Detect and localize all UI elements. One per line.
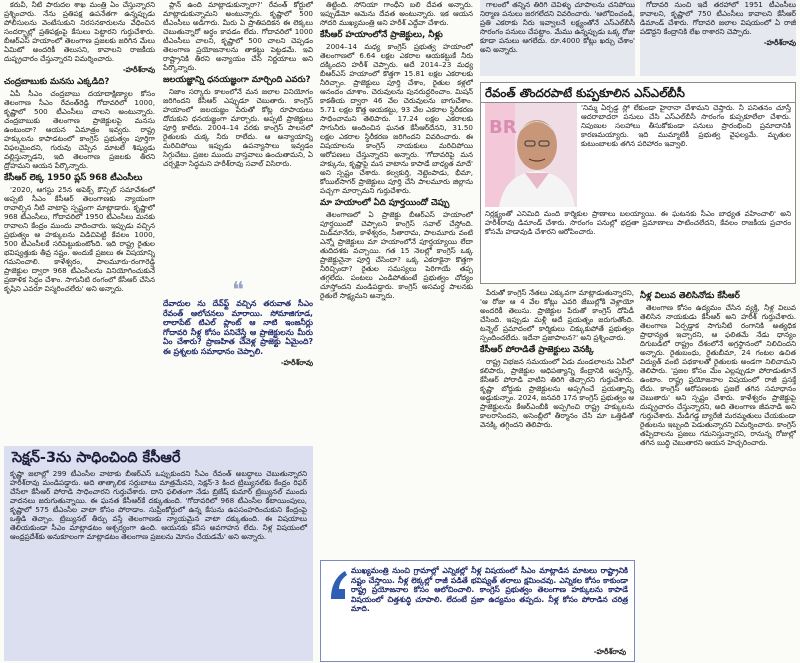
svg-text:BR: BR	[489, 117, 517, 138]
paragraph: రాష్ట్ర విభజన సమయంలో ఏడు మండలాలను ఏపీలో కలిపారు, ప్రాజెక్టుల ఆధిపత్యాన్ని కేంద్రానికి అప్పగిస్తే, కేసీఆర్ పోరాడి వాటిని తిరిగి తెచ్చారని గుర్తుచేశారు. కృష్ణా బోర్డుకు ప్రాజెక్టులను అప్పగించే ప్రయత్నాన్ని అడ్డుకున్నాం. 2024, జనవరి 17న కాంగ్రెస్ ప్రభుత్వం ఆ ప్రాజెక్టులను కేఆర్ఎంబీకి అప్పగించి రాష్ట్ర హక్కులను కాలరాసిందని, అసెంబ్లీలో తీర్మానం చేసి మా ఒత్తిడితో వెనక్కి తగ్గిందని తెలిపారు.	[480, 356, 634, 430]
paragraph: ప్లాన్ ఉంది మాట్లాడుకున్నారా?' రేవంత్‌ కోర్టులో మాట్లాడుకున్నామని అంటున్నారు. కృష్ణాలో 500 టీఎంసీలు అడిగారు. మీరు ఏ ప్రాతిపదికన ఈ లెక్కలు చెబుతున్నారో అర్థం కావడం లేదు. గోదావరిలో 1000 టీఎంసీలు చాలని, కృష్ణాలో 500 చాలని చెప్పడం తెలంగాణ ప్రయోజనాలను తాకట్టు పెట్టడమే. ఇవి రాష్ట్రానికి తీరని అన్యాయం చేసే నిర్ణయాలు అని పేర్కొన్నారు.	[163, 0, 313, 73]
bottom-quote-text: ముఖ్యమంత్రి నుంచి గ్రామాల్లో ఎన్నికల్లో నీళ్ల విషయంలో సీఎం మాట్లాడిన మాటలు రాష్ట్రానికి నష్టం చేస్తాయి. నీళ్ల లెక్కల్లో రాజీ పడితే భవిష్యత్ తరాలు క్షమించవు. ఎన్నికల కోసం కాకుండా రాష్ట్ర ప్రయోజనాల కోసం ఆలోచించాలి. కాంగ్రెస్ ప్రభుత్వం తెలంగాణ హక్కులను కాపాడే విషయంలో చిత్తశుద్ధి చూపాలి. లేదంటే ప్రజా ఉద్యమం తప్పదు. నీళ్ల కోసం పోరాడిన చరిత్ర మాది.	[351, 566, 628, 614]
subheading: చంద్రబాబుకు మనసు ఎక్కడిది?	[4, 77, 110, 88]
column-3	[320, 0, 473, 555]
subheading: కేసీఆర్ పోరాడితే ప్రాజెక్టులు వెనక్కి	[480, 345, 594, 356]
quote-mark-icon: ❝	[232, 278, 244, 303]
paragraph: తెలంగాణలో ఏ ప్రాజెక్టు బీఆర్ఎస్ హయాంలో పూర్తయిందో చెప్పాలని కాంగ్రెస్ సవాల్ చేస్తోంది. మిడ్‌మానేరు, కాళేశ్వరం, సీతారామ, పాలమూరు వంటి ఎన్నో ప్రాజెక్టులు మా హయాంలోనే పూర్తయ్యాయి లేదా తుదిదశకు వచ్చాయి. గత 15 నెలల్లో కాంగ్రెస్ ఒక్క ప్రాజెక్టునైనా పూర్తి చేసిందా? ఒక్క ఎకరాకైనా కొత్తగా నీరిచ్చిందా? రైతుల సమస్యలు పెరిగాయే తప్ప తగ్గలేదు. పంటలు ఎండిపోతుంటే ప్రభుత్వం చోద్యం చూస్తోందని మండిపడ్డారు. కాంగ్రెస్ అసమర్థ పాలనకు రైతులే సాక్ష్యమని అన్నారు.	[320, 209, 473, 301]
column-4-top	[480, 0, 635, 76]
paragraph: గోదావరి నుంచి ఇదే తరహాలో 1951 టీఎంసీలు కావాలని, కృష్ణాలో 750 టీఎంసీలు కావాలని కేసీఆర్ డిమాండ్ చేశారు. గోదావరి జలాల విషయంలో ఏ రాజీ పడొద్దని కేంద్రానికి లేఖ రాశారని చెప్పారు.	[640, 0, 796, 37]
leader-photo	[485, 103, 577, 207]
paragraph: పేరుతో కాంగ్రెస్ నేతలు ఎక్కువగా మాట్లాడుతున్నారని, 'ఆ రోజు ఆ 4 వేల కోట్లు ఎవరి జేబుల్లోకి వెళ్లాయో అందరికీ తెలుసు. ప్రాజెక్టుల పేరుతో కాంగ్రెస్ దోపిడీ చేసింది. ఇప్పుడు మళ్లీ అదే ప్రయత్నం జరుగుతోంది. టన్నెల్ ప్రమాదంలో కార్మికులు చిక్కుకుపోతే ప్రభుత్వం స్పందించలేదు. ఇదేనా ప్రజాపాలన?' అని ప్రశ్నించారు.	[480, 288, 634, 343]
paragraph: కరువీ, నీటి పారుదల శాఖ మంత్రి ఏం చేస్తున్నారని ప్రశ్నించారు. నేను ప్రతిపక్ష ఉపనేతగా ఉన్నప్పుడు పోలీసులను వెంటేసుకుని నిరసనకారులను వేధించిన సందర్భాల్లో ప్రతిపక్షంపై కేసులు పెట్టారని గుర్తుచేశారు. బీఆర్ఎస్ హయాంలో తెలంగాణ ప్రజలకు జరిగిన మేలు ఏమిటో అందరికీ తెలుసని, కావాలని రాజకీయ దుష్ప్రచారం చేస్తున్నారని విమర్శించారు.	[4, 0, 155, 64]
column-5-bottom	[640, 288, 796, 660]
pull-quote-signature: -హరీశ్‌రావు	[280, 357, 313, 367]
subheading: నీళ్ల విలువ తెలిసినోడు కేసీఆర్	[640, 291, 740, 301]
slbc-article-box	[480, 82, 796, 284]
section3-banner-title: సెక్షన్‌-3ను సాధించింది కేసీఆరే	[12, 450, 181, 466]
byline-signature: -హరీశ్‌రావు	[122, 65, 155, 75]
column-1	[4, 0, 155, 440]
column-5-top	[640, 0, 796, 76]
column-2	[163, 0, 313, 280]
slbc-article-text-bottom: నిర్లక్ష్యంతో ఎనిమిది మంది కార్మికుల ప్రాణాలు బలయ్యాయి. ఈ ఘటనకు సీఎం బాధ్యత వహించాలి' అని హరీశ్‌రావు డిమాండ్ చేశారు. సొరంగం పనుల్లో భద్రతా ప్రమాణాలు పాటించలేదని, కేవలం రాజకీయ ప్రచారం కోసమే హడావుడి చేశారని ఆరోపించారు.	[485, 209, 791, 237]
paragraph: 2004–14 మధ్య కాంగ్రెస్ ప్రభుత్వ హయాంలో తెలంగాణలో 6.64 లక్షల ఎకరాల ఆయకట్టుకే నీరు దక్కిందని హరీశ్ చెప్పారు. అదే 2014–23 మధ్య బీఆర్ఎస్ హయాంలో కొత్తగా 15.81 లక్షల ఎకరాలకు నీరిచ్చాం. ప్రాజెక్టులు పూర్తి చేశాం, రైతుల కళ్లలో ఆనందం చూశాం. చెరువులను పునరుద్ధరించాం. మిషన్ కాకతీయ ద్వారా 46 వేల చెరువులను బాగుచేశాం. 5.71 లక్షల కొత్త ఆయకట్టు, 93 వేల ఎకరాల స్థిరీకరణ సాధించామని తెలిపారు. 17.24 లక్షల ఎకరాలకు సాగునీరు అందించిన ఘనత కేసీఆర్‌దేనని, 31.50 లక్షల ఎకరాల స్థిరీకరణ జరిగిందని వివరించారు. ఈ విషయాలను కాంగ్రెస్ నాయకులు మరిచిపోయి ఆరోపణలు చేస్తున్నారని అన్నారు. 'గోదావరిపై మన హక్కును, కృష్ణాపై మన వాటాను కాపాడే బాధ్యత మాదే' అని స్పష్టం చేశారు. కల్వకుర్తి, నెట్టెంపాడు, భీమా, కోయిల్‌సాగర్ ప్రాజెక్టులు పూర్తి చేసి పాలమూరు జిల్లాను పచ్చగా మార్చామని గుర్తుచేశారు.	[320, 41, 473, 196]
paragraph: నిజాం సర్కారు కాలంలోనే మన జలాల వినియోగం జరిగిందని కేసీఆర్ ఎప్పుడూ చెబుతారు. కాంగ్రెస్ హయాంలో జలయజ్ఞం పేరుతో కోట్ల రూపాయలు దోచుకుని ధనయజ్ఞంగా మార్చారు. అప్పటి ప్రాజెక్టులు పూర్తి కాలేదు. 2004–14 వరకు కాంగ్రెస్ పాలనలో రైతులకు చుక్క నీరు రాలేదు. ఆ అన్యాయాన్ని మరిచిపోయి ఇప్పుడు ఉపన్యాసాలు ఇవ్వడం సిగ్గుచేటు. ప్రజల ముందు వాస్తవాలు ఉంచుతామని, ఏ చర్చకైనా సిద్ధమని హరీశ్‌రావు సవాల్ విసిరారు.	[163, 86, 313, 169]
subheading: కేసీఆర్ హయాంలోనే ప్రాజెక్టులు, నీళ్లు	[320, 30, 443, 41]
byline-signature: -హరీశ్‌రావు	[763, 38, 796, 48]
section3-banner	[4, 446, 313, 661]
column-4-bottom	[480, 288, 634, 550]
section3-banner-body: కృష్ణా జలాల్లో 299 టీఎంసీల వాటాకు బీఆర్ఎస్ ఒప్పుకుందని సీఎం రేవంత్ అబద్ధాలు చెబుతున్నారని హరీశ్‌రావు మండిపడ్డారు. అది తాత్కాలిక సర్దుబాటు మాత్రమేనని, సెక్షన్-3 కింద ట్రిబ్యునల్‌కు కేంద్రం రిఫర్ చేసేలా కేసీఆర్ పోరాడి సాధించారని గుర్తుచేశారు. దాని ఫలితంగా నేడు బ్రిజేష్ కుమార్ ట్రిబ్యునల్ ముందు వాదనలు జరుగుతున్నాయి. ఈ ఘనత కేసీఆర్‌కే దక్కుతుంది. 'గోదావరిలో 968 టీఎంసీల కేటాయింపులు, కృష్ణాలో 575 టీఎంసీల వాటా కోసం పోరాడాం. సుప్రీంకోర్టులో ఉన్న కేసును ఉపసంహరించుకుని కేంద్రంపై ఒత్తిడి తెచ్చాం. ట్రిబ్యునల్ తీర్పు వస్తే తెలంగాణకు న్యాయమైన వాటా దక్కుతుంది. ఈ విషయాలు తెలియకుండా సీఎం మాట్లాడటం ఆశ్చర్యంగా ఉంది. ఆయనకు కనీస అవగాహన లేదు. నీళ్ల విషయంలో ఆంధ్రప్రదేశ్‌కు అనుకూలంగా మాట్లాడటం తెలంగాణ ప్రజలను మోసం చేయడమే' అని అన్నారు.	[10, 469, 307, 542]
paragraph: ఏపీ సీఎం చంద్రబాబు దయాదాక్షిణ్యాల కోసం తెలంగాణ సీఎం రేవంత్‌రెడ్డి గోదావరిలో 1000, కృష్ణాలో 500 టీఎంసీలు చాలని అంటున్నారు. చంద్రబాబుకు తెలంగాణ ప్రాజెక్టులపై మనసు ఉంటుందా? ఆయన ఏమాత్రం ఇవ్వరు. రాష్ట్ర హక్కులను కాపాడటంలో కాంగ్రెస్ ప్రభుత్వం పూర్తిగా విఫలమైందని, గురువు చెప్పిన మాటలే శిష్యుడు వల్లిస్తున్నాడని, ఇది తెలంగాణ ప్రజలకు తీరని ద్రోహమని ఆయన పేర్కొన్నారు.	[4, 88, 155, 171]
paragraph: గాలంలో తన్నిన తిరిగి చెవిళ్ళు చూపాలను చనిపోయి నిర్మాణ పనులు జరగలేదని వివరించారు. 'ఆలోచించండి, ప్రతి ఎకరాకు నీరు ఇవ్వాలనే లక్ష్యంతోనే ఎస్ఎల్‌బీసీ సొరంగం పనులు చేపట్టాం. మేము ఉన్నప్పుడు ఒక్క రోజు కూడా పనులు ఆగలేదు. రూ.4000 కోట్లు ఖర్చు చేశాం' అని అన్నారు.	[480, 0, 635, 55]
bottom-quote-signature: -హరీశ్‌రావు	[593, 647, 626, 656]
paragraph: '2020, ఆగస్టు 25న అపెక్స్ కౌన్సిల్ సమావేశంలో అప్పటి సీఎం కేసీఆర్ తెలంగాణకు న్యాయంగా రావాల్సిన నీటి వాటాపై స్పష్టంగా మాట్లాడారు. కృష్ణాలో 968 టీఎంసీలు, గోదావరిలో 1950 టీఎంసీలు మనకు రావాలని కేంద్రం ముందు వాదించారు. ఇప్పుడు వచ్చిన ప్రభుత్వం ఆ హక్కులను విడిచిపెట్టి కేవలం 1000, 500 టీఎంసీలకే సరిపెట్టుకుంటోంది. ఇది రాష్ట్ర రైతుల భవిష్యత్తుకు తీవ్ర నష్టం. అందుకే ప్రజలు ఈ విషయాన్ని గమనించాలి. కాళేశ్వరం, పాలమూరు-రంగారెడ్డి ప్రాజెక్టుల ద్వారా 968 టీఎంసీలను వినియోగించుకునే ప్రణాళిక సిద్ధం చేశాం. సాగునీటి రంగంలో కేసీఆర్ చేసిన కృషిని ఎవరూ విస్మరించలేరు' అని అన్నారు.	[4, 184, 155, 294]
pull-quote-text: దేవాదుల ను దేవ్‌ఫ్ట్ వచ్చిన తరువాత సీఎం రేవంత్ ఆలోచనలు మారాయి. సోమాజిగూడ, లాలాపేట్ టిఎల్ ప్లాంట్ ఆ నాటి ఇంజనీర్లు గోదావరి నీళ్ల కోసం పనిచేస్తే ఆ ప్రాజెక్టులను మీరు ఏం చేశారు? ప్రాణహిత చేవెళ్ల ప్రాజెక్టు ఏమైంది? ఈ ప్రశ్నలకు సమాధానం చెప్పాలి.	[163, 299, 313, 356]
paragraph: తిట్టింది. సోనియా గాంధీని బలి దేవత అన్నారు. ఇప్పుడేమో ఆమెను దేవత అంటున్నారు. ఇక ఆయన సోదరి ముఖ్యమంత్రి అని హరీశ్ ఎద్దేవా చేశారు.	[320, 0, 473, 28]
subheading: జలయజ్ఞాన్ని ధనయజ్ఞంగా మార్చింది ఎవరు?	[163, 75, 311, 86]
slbc-article-title: రేవంత్‌ తొందరపాటే కుప్పకూలిన ఎస్ఎల్‌బీసీ	[481, 83, 795, 103]
slbc-article-text: 'నిమ్మ ఏర్పడ్డ స్లో లేకుండా హైరానా చేశామని చెప్తారు. నీ పనితనం చూస్తే ఆదరాబాదరా పనులు చేసి ఎస్ఎల్‌బీసీ సొరంగం కుప్పకూలేలా చేశారు. నిపుణుల సలహాలు తీసుకోకుండా పనులు ప్రారంభించి ప్రమాదానికి కారణమయ్యారు. ఇది ముమ్మాటికీ ప్రభుత్వ వైఫల్యమే. మృతుల కుటుంబాలకు తగిన పరిహారం ఇవ్వాలి.	[581, 103, 791, 149]
quote-mark-icon	[327, 569, 349, 601]
subheading: మా హయాంలో ఏది పూర్తయిందో చెప్పు	[320, 198, 450, 209]
bottom-quote-box	[320, 560, 635, 662]
paragraph: తెలంగాణ కోసం ఉద్యమం చేసిన వ్యక్తి, నీళ్ల విలువ తెలిసిన నాయకుడు కేసీఆర్ అని హరీశ్ గుర్తుచేశారు. తెలంగాణ ఏర్పడ్డాక సాగునీటి రంగానికి అత్యధిక ప్రాధాన్యత ఇచ్చారని, ఆ ఫలితమే నేడు ధాన్యం దిగుబడిలో రాష్ట్రం దేశంలోనే అగ్రస్థానంలో నిలిచిందని అన్నారు. రైతుబంధు, రైతుబీమా, 24 గంటల ఉచిత విద్యుత్ వంటి పథకాలతో రైతులకు అండగా నిలిచామని తెలిపారు. 'ప్రజల కోసం మేం ఎల్లప్పుడూ పోరాడుతూనే ఉంటాం. రాష్ట్ర ప్రయోజనాల విషయంలో రాజీ ప్రసక్తే లేదు. కాంగ్రెస్ ఆరోపణలకు ప్రజలే తగిన సమాధానం చెబుతారు' అని స్పష్టం చేశారు. కాళేశ్వరం ప్రాజెక్టుపై దుష్ప్రచారం చేస్తున్నారని, అది తెలంగాణ జీవనాడి అని గుర్తుచేశారు. మేడిగడ్డ బ్యారేజీ మరమ్మతులు చేయకుండా రైతులను ఇబ్బంది పెడుతున్నారని విమర్శించారు. కాంగ్రెస్ తప్పిదాలను ప్రజలు గమనిస్తున్నారని, రానున్న రోజుల్లో తగిన బుద్ధి చెబుతారని ఆయన హెచ్చరించారు.	[640, 302, 796, 448]
leader-portrait-icon	[485, 103, 577, 207]
pull-quote	[163, 278, 313, 433]
subheading: కేసీఆర్ లెక్క 1950 ప్లస్ 968 టీఎంసీలు	[4, 173, 143, 184]
